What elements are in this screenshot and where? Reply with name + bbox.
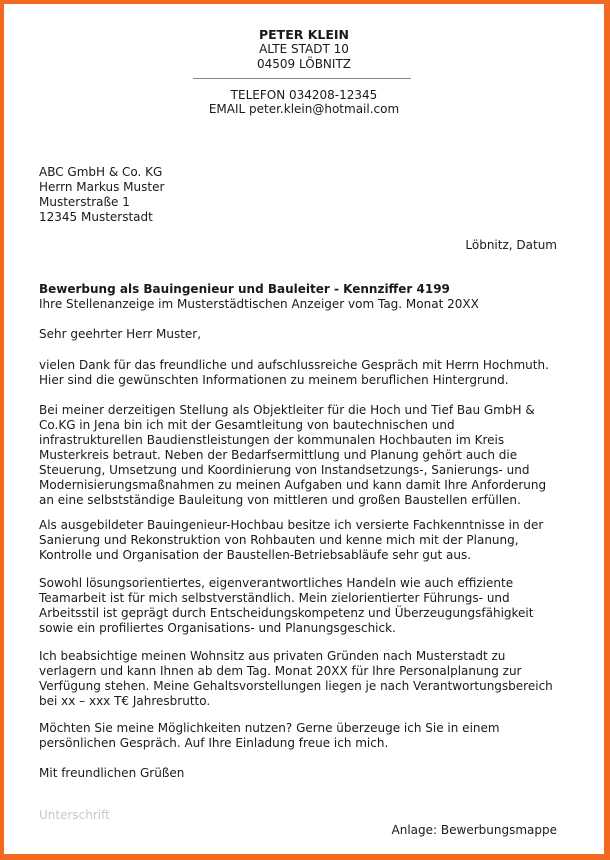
paragraph-line: Bei meiner derzeitigen Stellung als Objektleiter für die Hoch und Tief Bau GmbH &	[39, 403, 535, 417]
paragraph-line: sowie ein profiliertes Organisations- und Planungsgeschick.	[39, 621, 396, 635]
paragraph-line: verlagern und kann Ihnen ab dem Tag. Monat 20XX für Ihre Personalplanung zur	[39, 664, 522, 678]
paragraph-line: persönlichen Gespräch. Auf Ihre Einladung freue ich mich.	[39, 736, 389, 750]
paragraph-2	[39, 403, 569, 508]
signature-placeholder: Unterschrift	[39, 808, 110, 822]
sender-name: PETER KLEIN	[258, 27, 350, 42]
paragraph-line: Arbeitsstil ist geprägt durch Entscheidungskompetenz und Überzeugungsfähigkeit	[39, 606, 534, 620]
paragraph-4	[39, 576, 569, 636]
paragraph-line: Sowohl lösungsorientiertes, eigenverantwortliches Handeln wie auch effiziente	[39, 576, 514, 590]
paragraph-line: an eine selbstständige Bauleitung von mittleren und großen Baustellen erfüllen.	[39, 493, 521, 507]
subject-title: Bewerbung als Bauingenieur und Bauleiter - Kennziffer 4199	[39, 282, 450, 296]
paragraph-6	[39, 721, 569, 751]
salutation: Sehr geehrter Herr Muster,	[39, 327, 202, 341]
paragraph-line: Sanierung und Rekonstruktion von Rohbauten und kenne mich mit der Planung,	[39, 533, 519, 547]
paragraph-line: Möchten Sie meine Möglichkeiten nutzen? Gerne überzeuge ich Sie in einem	[39, 721, 500, 735]
paragraph-line: Co.KG in Jena bin ich mit der Gesamtleitung von bautechnischen und	[39, 418, 455, 432]
paragraph-line: Steuerung, Umsetzung und Koordinierung von Instandsetzungs-, Sanierungs- und	[39, 463, 530, 477]
sender-email: EMAIL peter.klein@hotmail.com	[208, 102, 400, 116]
header-divider	[193, 78, 411, 79]
closing: Mit freundlichen Grüßen	[39, 766, 185, 780]
place-date: Löbnitz, Datum	[465, 238, 557, 252]
paragraph-line: bei xx – xxx T€ Jahresbrutto.	[39, 694, 211, 708]
paragraph-line: Modernisierungsmaßnahmen zu meinen Aufgaben und kann damit Ihre Anforderung	[39, 478, 547, 492]
letter-page	[4, 4, 604, 854]
paragraph-line: Verfügung stehen. Meine Gehaltsvorstellungen liegen je nach Verantwortungsbereich	[39, 679, 553, 693]
paragraph-line: Teamarbeit ist für mich selbstverständlich. Mein zielorientierter Führungs- und	[39, 591, 510, 605]
paragraph-line: Hier sind die gewünschten Informationen zu meinem beruflichen Hintergrund.	[39, 373, 509, 387]
paragraph-3	[39, 518, 569, 563]
paragraph-1	[39, 358, 569, 388]
recipient-contact: Herrn Markus Muster	[39, 180, 165, 194]
paragraph-line: Musterkreis betraut. Neben der Bedarfsermittlung und Planung gehört auch die	[39, 448, 518, 462]
recipient-company: ABC GmbH & Co. KG	[39, 165, 163, 179]
subject-reference: Ihre Stellenanzeige im Musterstädtischen Anzeiger vom Tag. Monat 20XX	[39, 297, 479, 311]
sender-street: ALTE STADT 10	[259, 42, 349, 56]
recipient-street: Musterstraße 1	[39, 195, 130, 209]
attachment-note: Anlage: Bewerbungsmappe	[391, 823, 557, 837]
sender-phone: TELEFON 034208-12345	[230, 88, 378, 102]
paragraph-line: vielen Dank für das freundliche und aufschlussreiche Gespräch mit Herrn Hochmuth.	[39, 358, 549, 372]
paragraph-line: Als ausgebildeter Bauingenieur-Hochbau besitze ich versierte Fachkenntnisse in der	[39, 518, 544, 532]
paragraph-line: Ich beabsichtige meinen Wohnsitz aus privaten Gründen nach Musterstadt zu	[39, 649, 506, 663]
recipient-address	[39, 165, 569, 225]
subject-block	[39, 282, 569, 312]
sender-city: 04509 LÖBNITZ	[257, 57, 351, 71]
paragraph-5	[39, 649, 569, 709]
paragraph-line: infrastrukturellen Baudienstleistungen der kommunalen Hochbauten im Kreis	[39, 433, 505, 447]
recipient-city: 12345 Musterstadt	[39, 210, 153, 224]
paragraph-line: Kontrolle und Organisation der Baustellen-Betriebsabläufe sehr gut aus.	[39, 548, 472, 562]
